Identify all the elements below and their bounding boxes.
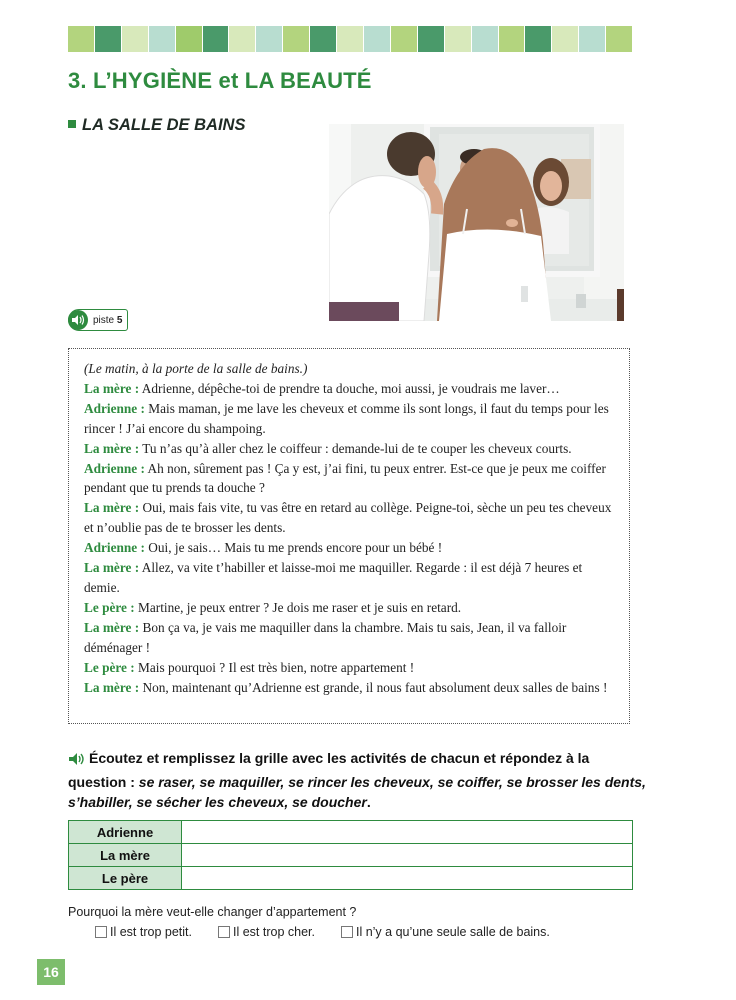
stripe-segment [310,26,336,52]
instruction-text: Écoutez et remplissez la grille avec les activités de chacun et répondez à la question : [68,750,590,790]
stripe-segment [364,26,390,52]
question-text: Pourquoi la mère veut-elle changer d’appartement ? [68,905,357,919]
track-label-text: piste [93,314,115,326]
option-label: Il est trop cher. [232,925,315,939]
speaker-name: La mère : [84,679,140,695]
dialogue-line [84,678,617,698]
stripe-segment [149,26,175,52]
speaker-icon[interactable] [68,751,86,772]
stripe-segment [337,26,363,52]
line-text: Allez, va vite t’habiller et laisse-moi me maquiller. Regarde : il est déjà 7 heures et demie. [84,560,583,595]
dialogue-line [84,459,617,499]
bathroom-photo [329,124,624,321]
dialogue-line [84,598,617,618]
line-text: Bon ça va, je vais me maquiller dans la chambre. Mais tu sais, Jean, il va falloir déménager ! [84,619,567,655]
option-label: Il n’y a qu’une seule salle de bains. [355,925,550,939]
line-text: Oui, mais fais vite, tu vas être en retard au collège. Peigne-toi, sèche un peu tes cheveux et n’oublie pas de te brosser les dents. [84,500,612,536]
speaker-name: La mère : [84,500,140,516]
option-too-expensive[interactable] [218,925,315,939]
speaker-name: Le père : [84,599,135,615]
speaker-name: La mère : [84,380,140,396]
stripe-segment [499,26,525,52]
dialogue-line [84,658,617,678]
line-text: Ah non, sûrement pas ! Ça y est, j’ai fini, tu peux entrer. Est-ce que je peux me coiffer pendant que tu prends ta douche ? [84,460,606,496]
speaker-name: La mère : [84,560,140,576]
option-label: Il est trop petit. [110,925,192,939]
line-text: Non, maintenant qu’Adrienne est grande, il nous faut absolument deux salles de bains ! [139,679,608,695]
speaker-name: La mère : [84,440,140,456]
dialogue-line [84,498,617,538]
line-text: Mais maman, je me lave les cheveux et comme ils sont longs, il faut du temps pour les rincer ! J’ai encore du shampoing. [84,400,609,436]
line-text: Adrienne, dépêche-toi de prendre ta douche, moi aussi, je voudrais me laver… [139,380,560,396]
table-row [69,844,633,867]
stripe-segment [445,26,471,52]
speaker-name: Adrienne : [84,540,145,556]
answer-cell[interactable] [182,821,633,844]
table-row [69,867,633,890]
decorative-color-stripe [68,26,632,52]
line-text: Oui, je sais… Mais tu me prends encore pour un bébé ! [144,540,443,556]
instruction-end: . [366,794,371,810]
line-text: Martine, je peux entrer ? Je dois me raser et je suis en retard. [134,599,462,615]
stripe-segment [606,26,632,52]
stripe-segment [68,26,94,52]
exercise-instruction [68,748,648,813]
page-number: 16 [37,959,65,985]
square-bullet-icon [68,120,76,128]
table-row [69,821,633,844]
stripe-segment [525,26,551,52]
stripe-segment [229,26,255,52]
dialogue-line [84,379,617,399]
row-name: La mère [69,844,182,867]
checkbox[interactable] [218,926,230,938]
checkbox[interactable] [95,926,107,938]
dialogue-box [68,348,630,724]
activity-grid [68,820,633,890]
speaker-name: Adrienne : [84,460,145,476]
answer-cell[interactable] [182,867,633,890]
dialogue-intro: (Le matin, à la porte de la salle de bains.) [84,361,308,376]
row-name: Le père [69,867,182,890]
row-name: Adrienne [69,821,182,844]
stripe-segment [176,26,202,52]
answer-cell[interactable] [182,844,633,867]
stripe-segment [256,26,282,52]
subtitle-text: LA SALLE DE BAINS [82,116,246,134]
track-label [93,315,122,326]
stripe-segment [552,26,578,52]
track-number: 5 [116,314,123,326]
speaker-icon [68,310,88,330]
stripe-segment [122,26,148,52]
dialogue-line [84,538,617,558]
dialogue-line [84,558,617,598]
option-too-small[interactable] [95,925,192,939]
line-text: Tu n’as qu’à aller chez le coiffeur : demande-lui de te couper les cheveux courts. [139,440,572,456]
speaker-name: La mère : [84,619,140,635]
answer-options [95,925,576,939]
checkbox[interactable] [341,926,353,938]
dialogue-line [84,618,617,658]
option-one-bathroom[interactable] [341,925,550,939]
stripe-segment [418,26,444,52]
stripe-segment [472,26,498,52]
section-title: 3. L’HYGIÈNE et LA BEAUTÉ [68,68,372,93]
audio-track-badge[interactable] [68,309,128,331]
stripe-segment [579,26,605,52]
stripe-segment [203,26,229,52]
line-text: Mais pourquoi ? Il est très bien, notre appartement ! [134,659,415,675]
section-subtitle [68,116,245,135]
speaker-name: Le père : [84,659,135,675]
dialogue-line [84,439,617,459]
stripe-segment [283,26,309,52]
stripe-segment [391,26,417,52]
stripe-segment [95,26,121,52]
dialogue-line [84,399,617,439]
verb-list: se raser, se maquiller, se rincer les cheveux, se coiffer, se brosser les dents, s’habiller, se sécher les cheveux, se doucher [68,773,646,810]
speaker-name: Adrienne : [84,400,145,416]
